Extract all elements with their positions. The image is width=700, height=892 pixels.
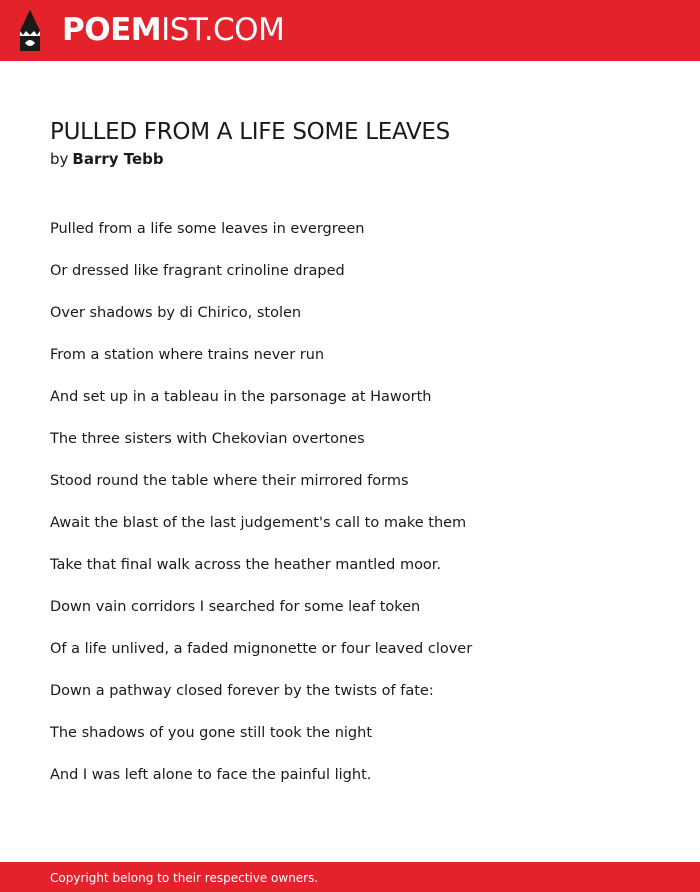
poem-title: PULLED FROM A LIFE SOME LEAVES: [50, 119, 450, 145]
poem-line: Await the blast of the last judgement's call to make them: [50, 515, 467, 531]
poem-byline: [50, 149, 164, 169]
site-header: [0, 0, 700, 61]
poem-line: Pulled from a life some leaves in evergreen: [50, 221, 365, 237]
poem-line: The shadows of you gone still took the night: [50, 725, 373, 741]
poem-line: Or dressed like fragrant crinoline draped: [50, 263, 345, 279]
site-logo[interactable]: [62, 12, 284, 48]
copyright-notice: Copyright belong to their respective owners.: [50, 871, 319, 885]
author-name: Barry Tebb: [72, 150, 164, 168]
poem-line: From a station where trains never run: [50, 347, 325, 363]
poem-line: The three sisters with Chekovian overtones: [50, 431, 365, 447]
by-label: by: [50, 150, 69, 168]
poem-line: Of a life unlived, a faded mignonette or four leaved clover: [50, 641, 473, 657]
poem-line: Take that final walk across the heather mantled moor.: [50, 557, 442, 573]
poem-line: Down vain corridors I searched for some leaf token: [50, 599, 421, 615]
poem-line: And set up in a tableau in the parsonage at Haworth: [50, 389, 432, 405]
poem-line: Down a pathway closed forever by the twists of fate:: [50, 683, 434, 699]
poem-line: Over shadows by di Chirico, stolen: [50, 305, 302, 321]
poem-body: [50, 219, 472, 807]
pencil-icon[interactable]: [16, 9, 44, 52]
poem-line: Stood round the table where their mirrored forms: [50, 473, 409, 489]
site-footer: [0, 862, 700, 892]
logo-text-light: IST.COM: [161, 12, 285, 48]
logo-text-bold: POEM: [62, 12, 162, 48]
poem-line: And I was left alone to face the painful light.: [50, 767, 372, 783]
